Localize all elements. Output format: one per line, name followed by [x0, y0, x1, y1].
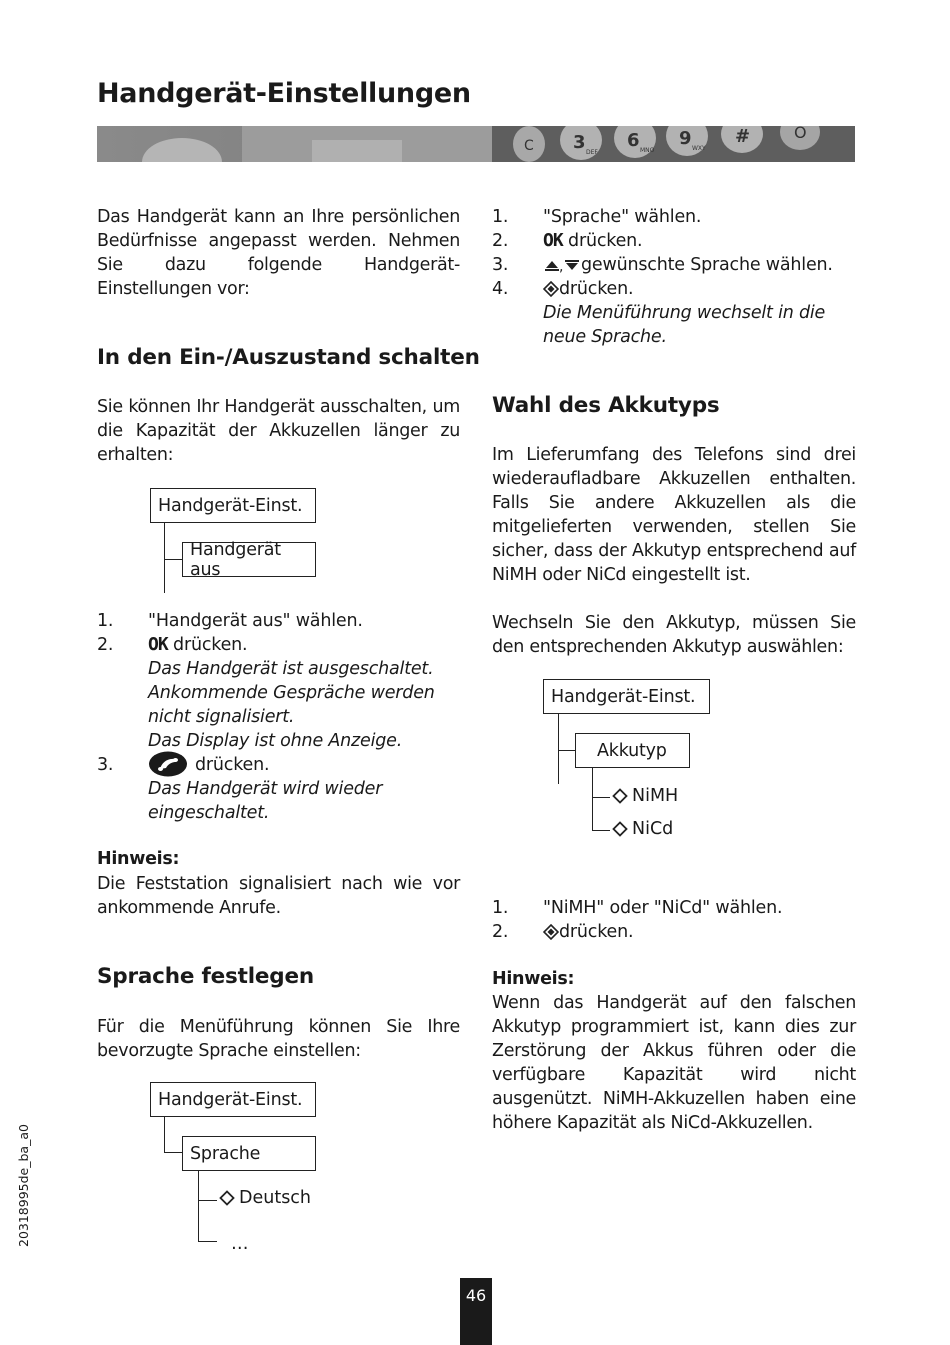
menu-box-root: Handgerät-Einst.: [150, 488, 316, 523]
menu-connector: [592, 797, 610, 798]
hint-text-onoff: Die Feststation signalisiert nach wie vor ankommende Anrufe.: [97, 874, 460, 918]
steps-onoff: [97, 609, 467, 825]
step-item: 2. drücken.: [492, 922, 634, 942]
menu-connector: [592, 768, 593, 831]
step-note: Ankommende Gespräche werden: [148, 683, 435, 703]
akku-text-2: Wechseln Sie den Akkutyp, müssen Sie den entsprechenden Akkutyp auswählen:: [492, 613, 856, 657]
banner-handset-image: [97, 126, 855, 162]
step-item: 3. drücken.: [97, 753, 467, 777]
ok-key-icon: OK: [148, 634, 168, 655]
step-note: nicht signalisiert.: [148, 707, 295, 727]
banner-key-3: 3: [573, 132, 586, 153]
step-note: Das Display ist ohne Anzeige.: [148, 731, 403, 751]
steps-akku: [492, 896, 862, 944]
menu-option-deutsch: Deutsch: [219, 1188, 311, 1208]
phone-key-icon: [148, 751, 188, 777]
menu-box-child: Handgerät aus: [182, 542, 316, 577]
language-text: Für die Menüführung können Sie Ihre bevorzugte Sprache einstellen:: [97, 1017, 460, 1061]
menu-box-root: Handgerät-Einst.: [150, 1082, 316, 1117]
step-item: 2. OK drücken.: [97, 634, 248, 655]
heading-language: Sprache festlegen: [97, 964, 314, 989]
step-item: 1. "Sprache" wählen.: [492, 207, 702, 227]
menu-connector: [164, 1152, 183, 1153]
step-note: Die Menüführung wechselt in die: [543, 303, 826, 323]
step-item: 1. "NiMH" oder "NiCd" wählen.: [492, 898, 783, 918]
svg-text:C: C: [524, 138, 534, 154]
menu-box-root: Handgerät-Einst.: [543, 679, 710, 714]
step-note: Das Handgerät ist ausgeschaltet.: [148, 659, 434, 679]
up-down-arrows-icon: [543, 257, 581, 273]
intro-text: Das Handgerät kann an Ihre persönlichen Bedürfnisse angepasst werden. Nehmen Sie dazu folgende Handgerät-Einstellungen vor:: [97, 207, 460, 299]
step-item: 2. OK drücken.: [492, 230, 643, 251]
svg-text:,: ,: [559, 259, 564, 273]
steps-language: [492, 205, 862, 349]
hint-label-akku: Hinweis:: [492, 969, 575, 989]
step-note: neue Sprache.: [543, 327, 667, 347]
selection-diamond-icon: [612, 788, 628, 804]
menu-connector: [164, 523, 165, 593]
menu-connector: [592, 830, 610, 831]
menu-option-ellipsis: …: [231, 1234, 249, 1254]
banner-key-6: 6: [627, 130, 640, 151]
step-item: 1. "Handgerät aus" wählen.: [97, 611, 363, 631]
page-title: Handgerät-Einstellungen: [97, 78, 471, 109]
banner-key-hash: #: [735, 126, 751, 147]
selection-diamond-icon: [612, 821, 628, 837]
step-item: 3. , gewünschte Sprache wählen.: [492, 255, 833, 275]
menu-connector: [198, 1171, 199, 1242]
ok-key-icon: OK: [543, 230, 563, 251]
akku-text: Im Lieferumfang des Telefons sind drei wiederaufladbare Akkuzellen enthalten. Falls Sie andere Akkuzellen als die mitgelieferten verwenden, stellen Sie sicher, dass der Akkutyp entsprechend auf NiMH oder NiCd eingestellt ist.: [492, 445, 856, 585]
menu-box-child: Sprache: [182, 1136, 316, 1171]
banner-sub-wxy: WXY: [692, 145, 706, 152]
select-key-icon: [543, 281, 559, 297]
menu-connector: [198, 1200, 217, 1201]
menu-connector: [558, 714, 559, 784]
banner-sub-def: DEF: [586, 149, 598, 156]
menu-connector: [558, 750, 576, 751]
menu-box-child: Akkutyp: [575, 733, 690, 768]
selection-diamond-icon: [219, 1190, 235, 1206]
menu-connector: [164, 559, 183, 560]
heading-akku: Wahl des Akkutyps: [492, 393, 720, 418]
step-note: Das Handgerät wird wieder: [148, 779, 383, 799]
hint-label-onoff: Hinweis:: [97, 849, 180, 869]
banner-key-9: 9: [679, 128, 692, 149]
select-key-icon: [543, 924, 559, 940]
step-note: eingeschaltet.: [148, 803, 270, 823]
menu-connector: [198, 1241, 217, 1242]
svg-text:O: O: [794, 126, 807, 142]
menu-option-nimh: NiMH: [612, 786, 678, 806]
onoff-text: Sie können Ihr Handgerät ausschalten, um die Kapazität der Akkuzellen länger zu erhalten:: [97, 397, 460, 465]
menu-connector: [164, 1117, 165, 1153]
menu-option-nicd: NiCd: [612, 819, 673, 839]
banner-sub-mno: MNO: [640, 147, 655, 154]
heading-onoff: In den Ein-/Auszustand schalten: [97, 345, 480, 370]
hint-text-akku: Wenn das Handgerät auf den falschen Akkutyp programmiert ist, kann dies zur Zerstörung der Akkus führen oder die verfügbare Kapazität wird nicht ausgenützt. NiMH-Akkuzellen haben eine höhere Kapazität als NiCd-Akkuzellen.: [492, 993, 856, 1133]
step-item: 4. drücken.: [492, 279, 634, 299]
page-number: 46: [460, 1278, 492, 1345]
document-code: 20318995de_ba_a0: [16, 1124, 31, 1247]
